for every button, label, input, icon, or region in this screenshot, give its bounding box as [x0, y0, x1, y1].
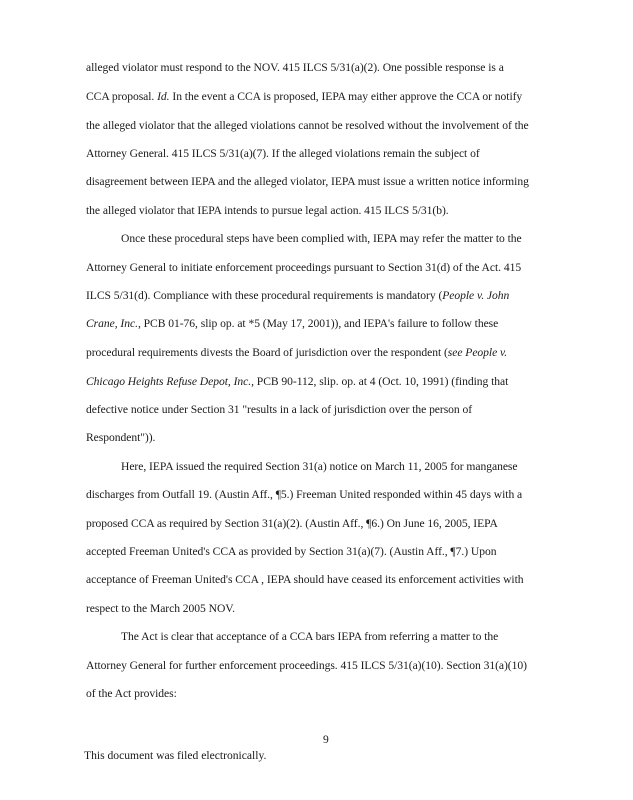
page-number: 9 — [323, 733, 329, 746]
text-line: disagreement between IEPA and the alleged violator, IEPA must issue a written notice informing — [86, 175, 529, 188]
text-line: defective notice under Section 31 "results in a lack of jurisdiction over the person of — [86, 403, 473, 416]
text-line: discharges from Outfall 19. (Austin Aff., ¶5.) Freeman United responded within 45 days with a — [86, 488, 523, 501]
text-line: CCA proposal. Id. In the event a CCA is proposed, IEPA may either approve the CCA or notify — [86, 90, 523, 103]
text-line: Attorney General. 415 ILCS 5/31(a)(7). If the alleged violations remain the subject of — [86, 147, 480, 160]
text-line: respect to the March 2005 NOV. — [86, 602, 235, 615]
filing-footer: This document was filed electronically. — [84, 749, 267, 762]
text-line: of the Act provides: — [86, 687, 177, 700]
text-line: The Act is clear that acceptance of a CCA bars IEPA from referring a matter to the — [121, 630, 499, 643]
text-line: Chicago Heights Refuse Depot, Inc., PCB 90-112, slip. op. at 4 (Oct. 10, 1991) (finding that — [86, 375, 509, 388]
text-line: the alleged violator that IEPA intends to pursue legal action. 415 ILCS 5/31(b). — [86, 204, 449, 217]
text-line: Attorney General for further enforcement proceedings. 415 ILCS 5/31(a)(10). Section 31(a)(10) — [86, 659, 527, 672]
text-line: ILCS 5/31(d). Compliance with these procedural requirements is mandatory (People v. John — [86, 289, 510, 302]
text-line: alleged violator must respond to the NOV. 415 ILCS 5/31(a)(2). One possible response is a — [86, 61, 504, 74]
text-line: the alleged violator that the alleged violations cannot be resolved without the involvement of the — [86, 119, 529, 132]
text-line: accepted Freeman United's CCA as provided by Section 31(a)(7). (Austin Aff., ¶7.) Upon — [86, 545, 497, 558]
text-line: Attorney General to initiate enforcement proceedings pursuant to Section 31(d) of the Act. 415 — [86, 261, 522, 274]
text-line: acceptance of Freeman United's CCA , IEPA should have ceased its enforcement activities with — [86, 573, 524, 586]
text-line: Respondent")). — [86, 431, 156, 444]
text-line: Crane, Inc., PCB 01-76, slip op. at *5 (May 17, 2001)), and IEPA's failure to follow these — [86, 317, 499, 330]
text-line: Once these procedural steps have been complied with, IEPA may refer the matter to the — [121, 232, 522, 245]
text-line: Here, IEPA issued the required Section 31(a) notice on March 11, 2005 for manganese — [121, 460, 518, 473]
text-line: procedural requirements divests the Board of jurisdiction over the respondent (see People v. — [86, 346, 508, 359]
text-line: proposed CCA as required by Section 31(a)(2). (Austin Aff., ¶6.) On June 16, 2005, IEPA — [86, 517, 498, 530]
